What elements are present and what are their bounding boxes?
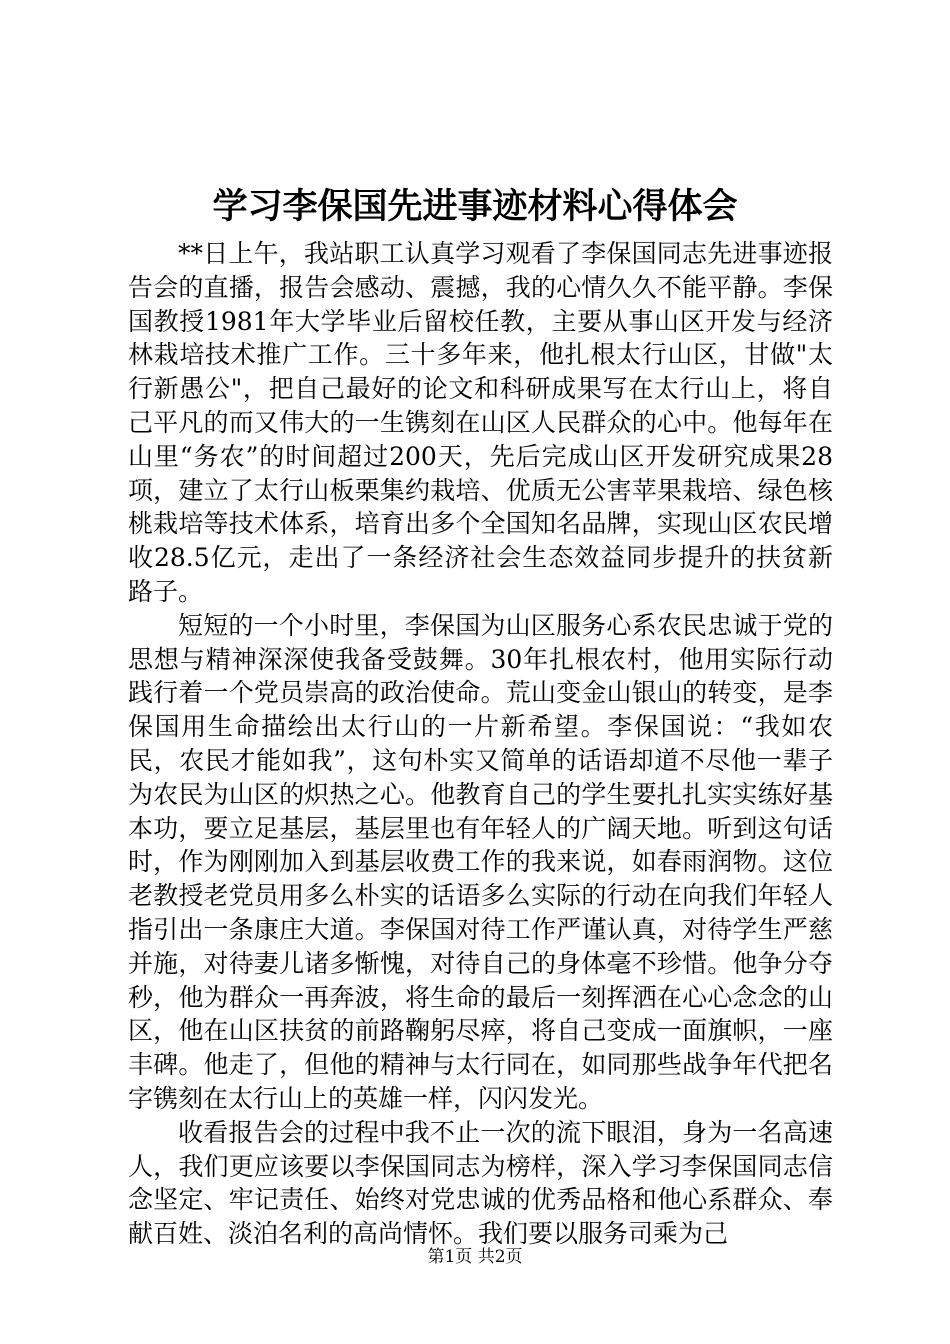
paragraph-2: 短短的一个小时里，李保国为山区服务心系农民忠诚于党的思想与精神深深使我备受鼓舞。30年扎根农村，他用实际行动践行着一个党员崇高的政治使命。荒山变金山银山的转变，是李保国用生命描绘出太行山的一片新希望。李保国说：“我如农民，农民才能如我”，这句朴实又简单的话语却道不尽他一辈子为农民为山区的炽热之心。他教育自己的学生要扎扎实实练好基本功，要立足基层，基层里也有年轻人的广阔天地。听到这句话时，作为刚刚加入到基层收费工作的我来说，如春雨润物。这位老教授老党员用多么朴实的话语多么实际的行动在向我们年轻人指引出一条康庄大道。李保国对待工作严谨认真，对待学生严慈并施，对待妻儿诸多惭愧，对待自己的身体毫不珍惜。他争分夺秒，他为群众一再奔波，将生命的最后一刻挥洒在心心念念的山区，他在山区扶贫的前路鞠躬尽瘁，将自己变成一面旗帜，一座丰碑。他走了，但他的精神与太行同在，如同那些战争年代把名字镌刻在太行山上的英雄一样，闪闪发光。 xyxy=(128,610,833,1113)
paragraph-3: 收看报告会的过程中我不止一次的流下眼泪，身为一名高速人，我们更应该要以李保国同志为榜样，深入学习李保国同志信念坚定、牢记责任、始终对党忠诚的优秀品格和他心系群众、奉献百姓、淡泊名利的高尚情怀。我们要以服务司乘为己 xyxy=(128,1117,833,1249)
page-footer: 第1页 共2页 xyxy=(427,1247,523,1267)
paragraph-1: **日上午，我站职工认真学习观看了李保国同志先进事迹报告会的直播，报告会感动、震撼，我的心情久久不能平静。李保国教授1981年大学毕业后留校任教，主要从事山区开发与经济林栽培技术推广工作。三十多年来，他扎根太行山区，甘做"太行新愚公"，把自己最好的论文和科研成果写在太行山上，将自己平凡的而又伟大的一生镌刻在山区人民群众的心中。他每年在山里“务农”的时间超过200天，先后完成山区开发研究成果28项，建立了太行山板栗集约栽培、优质无公害苹果栽培、绿色核桃栽培等技术体系，培育出多个全国知名品牌，实现山区农民增收28.5亿元，走出了一条经济社会生态效益同步提升的扶贫新路子。 xyxy=(128,239,833,606)
document-body xyxy=(128,237,833,1251)
document-title: 学习李保国先进事迹材料心得体会 xyxy=(212,186,738,227)
